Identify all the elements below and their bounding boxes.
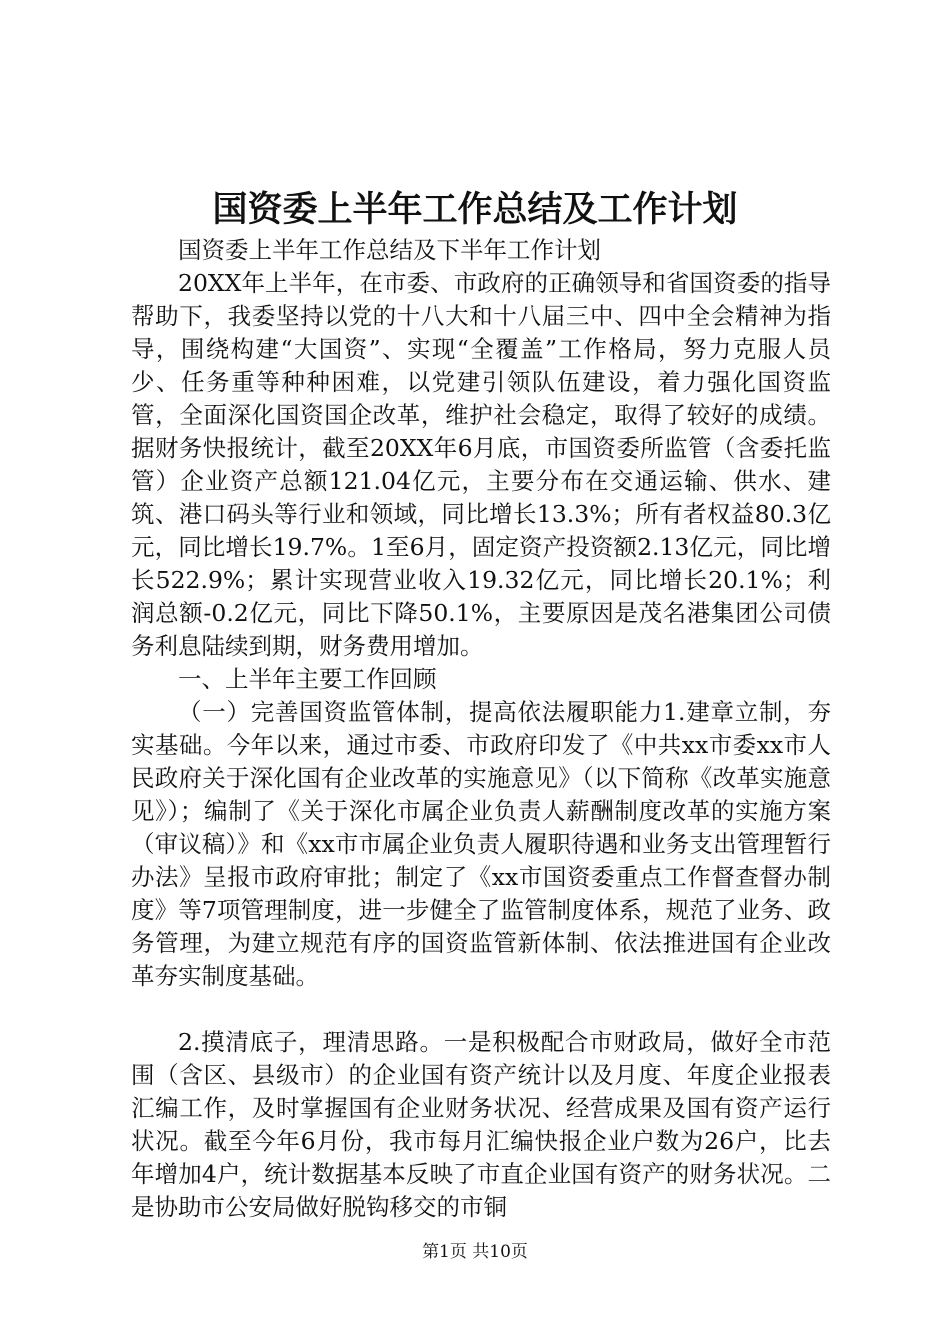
document-title: 国资委上半年工作总结及工作计划 (212, 189, 738, 230)
summary-paragraph: 20XX年上半年，在市委、市政府的正确领导和省国资委的指导帮助下，我委坚持以党的十八大和十八届三中、四中全会精神为指导，围绕构建“大国资”、实现“全覆盖”工作格局，努力克服人员少、任务重等种种困难，以党建引领队伍建设，着力强化国资监管，全面深化国资国企改革，维护社会稳定，取得了较好的成绩。据财务快报统计，截至20XX年6月底，市国资委所监管（含委托监管）企业资产总额121.04亿元，主要分布在交通运输、供水、建筑、港口码头等行业和领域，同比增长13.3%；所有者权益80.3亿元，同比增长19.7%。1至6月，固定资产投资额2.13亿元，同比增长522.9%；累计实现营业收入19.32亿元，同比增长20.1%；利润总额-0.2亿元，同比下降50.1%，主要原因是茂名港集团公司债务利息陆续到期，财务费用增加。 (131, 269, 831, 660)
page-footer: 第1页 共10页 (422, 1242, 528, 1262)
subsection-paragraph: （一）完善国资监管体制，提高依法履职能力1.建章立制，夯实基础。今年以来，通过市委、市政府印发了《中共xx市委xx市人民政府关于深化国有企业改革的实施意见》（以下简称《改革实施意见》）；编制了《关于深化市属企业负责人薪酬制度改革的实施方案（审议稿）》和《xx市市属企业负责人履职待遇和业务支出管理暂行办法》呈报市政府审批；制定了《xx市国资委重点工作督查督办制度》等7项管理制度，进一步健全了监管制度体系，规范了业务、政务管理，为建立规范有序的国资监管新体制、依法推进国有企业改革夯实制度基础。 (131, 698, 831, 990)
item-paragraph: 2.摸清底子，理清思路。一是积极配合市财政局，做好全市范围（含区、县级市）的企业国有资产统计以及月度、年度企业报表汇编工作，及时掌握国有企业财务状况、经营成果及国有资产运行状况。截至今年6月份，我市每月汇编快报企业户数为26户，比去年增加4户，统计数据基本反映了市直企业国有资产的财务状况。二是协助市公安局做好脱钩移交的市铜 (131, 1028, 831, 1221)
subtitle-paragraph: 国资委上半年工作总结及下半年工作计划 (178, 236, 601, 264)
document-body (131, 234, 831, 1224)
section-heading: 一、上半年主要工作回顾 (178, 665, 437, 693)
